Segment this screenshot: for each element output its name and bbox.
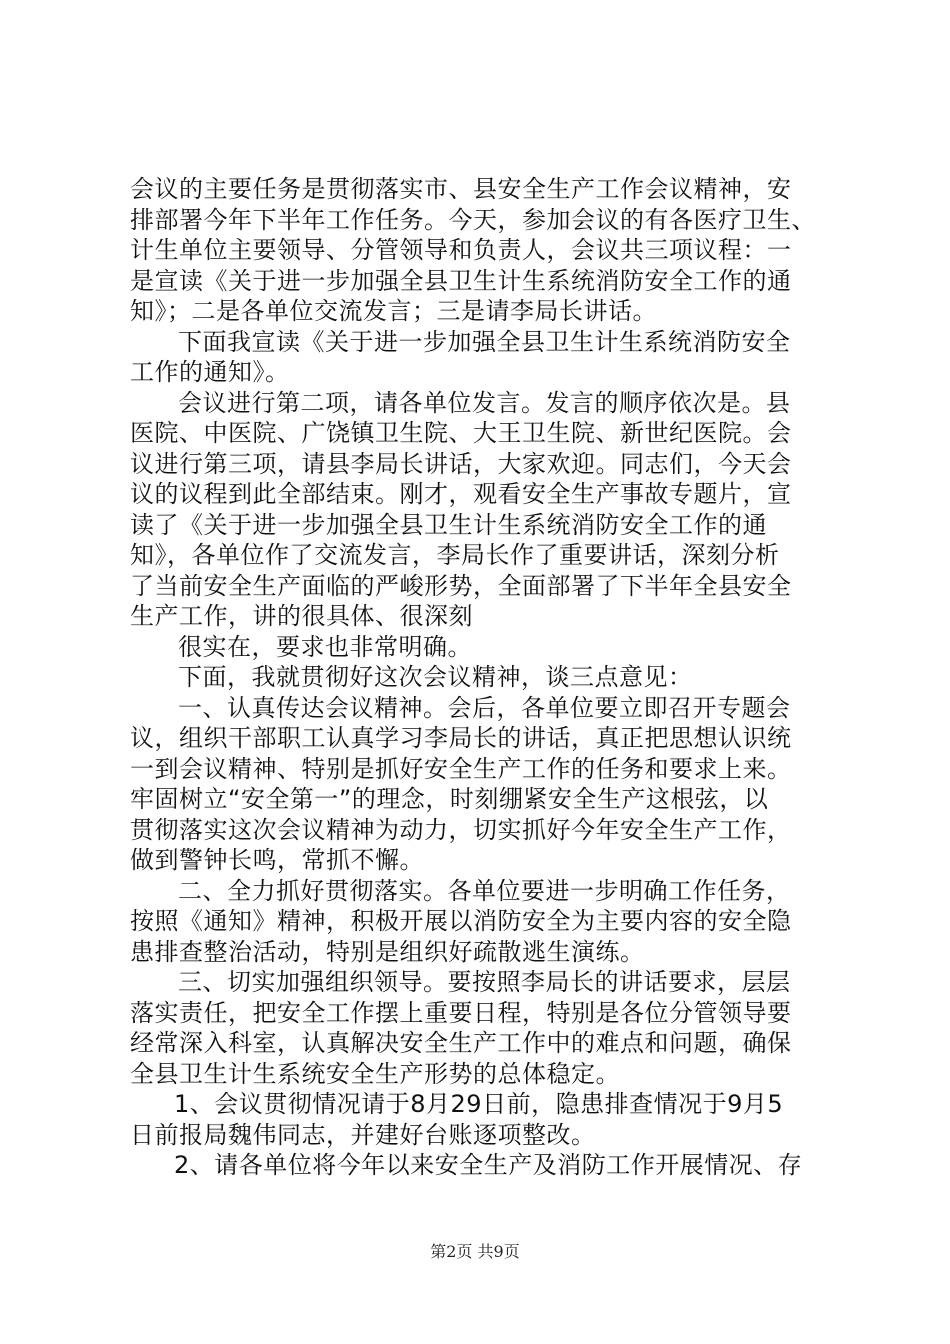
text-line: 落实责任，把安全工作摆上重要日程，特别是各位分管领导要 [130,998,792,1027]
text-line: 日前报局魏伟同志，并建好台账逐项整改。 [130,1120,596,1149]
text-line: 2、请各单位将今年以来安全生产及消防工作开展情况、存 [174,1151,803,1179]
text-line: 下面我宣读《关于进一步加强全县卫生计生系统消防安全 [178,327,791,356]
text-line: 工作的通知》。 [130,358,290,386]
text-line: 患排查整治活动，特别是组织好疏散逃生演练。 [130,937,645,966]
text-line: 一到会议精神、特别是抓好安全生产工作的任务和要求上来。 [130,754,792,783]
text-line: 医院、中医院、广饶镇卫生院、大王卫生院、新世纪医院。会 [130,419,792,447]
text-line: 读了《关于进一步加强全县卫生计生系统消防安全工作的通 [130,510,767,539]
text-line: 下面，我就贯彻好这次会议精神，谈三点意见： [178,663,693,691]
text-line: 了当前安全生产面临的严峻形势，全面部署了下半年全县安全 [130,571,792,600]
text-line: 贯彻落实这次会议精神为动力，切实抓好今年安全生产工作， [130,815,792,844]
text-line: 三、切实加强组织领导。要按照李局长的讲话要求，层层 [178,968,791,996]
text-line: 生产工作，讲的很具体、很深刻 [130,602,473,630]
text-line: 按照《通知》精神，积极开展以消防安全为主要内容的安全隐 [130,907,792,935]
text-line: 会议的主要任务是贯彻落实市、县安全生产工作会议精神，安 [130,175,792,203]
text-line: 议，组织干部职工认真学习李局长的讲话，真正把思想认识统 [130,724,792,752]
text-line: 一、认真传达会议精神。会后，各单位要立即召开专题会 [178,693,791,722]
text-line: 是宣读《关于进一步加强全县卫生计生系统消防安全工作的通 [130,266,792,295]
page-footer: 第2页 共9页 [430,1242,520,1261]
text-line: 经常深入科室，认真解决安全生产工作中的难点和问题，确保 [130,1029,792,1057]
text-line: 排部署今年下半年工作任务。今天，参加会议的有各医疗卫生、 [130,205,816,234]
text-line: 全县卫生计生系统安全生产形势的总体稳定。 [130,1059,620,1088]
text-line: 计生单位主要领导、分管领导和负责人，会议共三项议程：一 [130,236,792,264]
document-body [130,174,842,1181]
text-line: 牢固树立“安全第一”的理念，时刻绷紧安全生产这根弦，以 [130,785,769,813]
text-line: 知》；二是各单位交流发言；三是请李局长讲话。 [130,297,657,325]
text-line: 议的议程到此全部结束。刚才，观看安全生产事故专题片，宣 [130,480,792,508]
text-line: 很实在，要求也非常明确。 [178,632,472,661]
text-line: 二、全力抓好贯彻落实。各单位要进一步明确工作任务， [178,876,791,905]
text-line: 做到警钟长鸣，常抓不懈。 [130,846,424,874]
text-line: 议进行第三项，请县李局长讲话，大家欢迎。同志们，今天会 [130,449,792,478]
text-line: 会议进行第二项，请各单位发言。发言的顺序依次是。县 [178,388,791,417]
text-line: 知》，各单位作了交流发言，李局长作了重要讲话，深刻分析 [130,541,780,569]
text-line: 1、会议贯彻情况请于8月29日前，隐患排查情况于9月5 [174,1090,784,1118]
